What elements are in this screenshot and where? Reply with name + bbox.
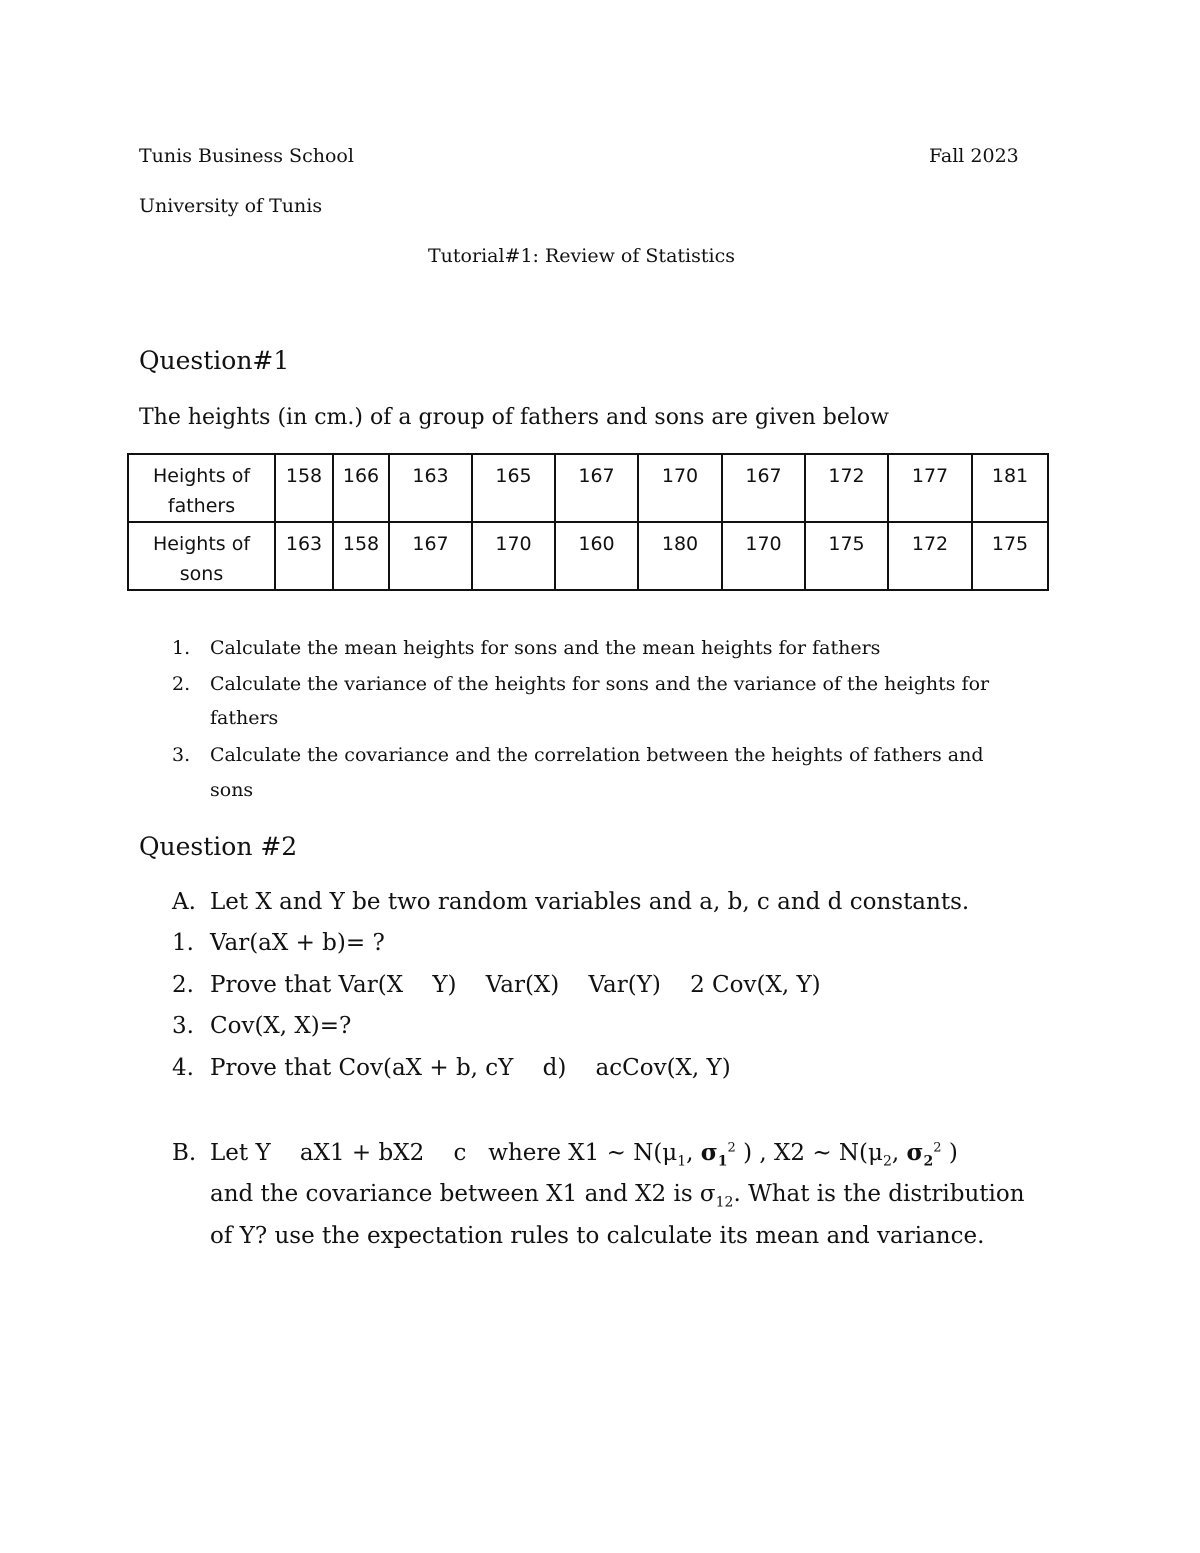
- question-2-heading: Question #2: [139, 832, 298, 861]
- part-b-statement: B. Let Y aX1 + bX2 c where X1 ~ $N(\mu_1$, $\sigma_1^2$ ) , X2 ~ $N(\mu_2$, $\sigma_2^2$ ): [172, 1139, 958, 1170]
- table-cell: 177: [888, 454, 972, 522]
- list-item: 3. Calculate the covariance and the correlation between the heights of fathers and: [172, 744, 984, 766]
- list-item: 4. Prove that Cov(aX + b, cY d) acCov(X, Y): [172, 1055, 731, 1081]
- list-item: 1. Var(aX + b)= ?: [172, 930, 385, 956]
- table-cell: 175: [805, 522, 888, 590]
- list-item-continuation: sons: [210, 779, 254, 801]
- table-cell: 163: [275, 522, 333, 590]
- table-row: [128, 522, 1048, 590]
- table-cell: 181: [972, 454, 1048, 522]
- table-cell: 172: [805, 454, 888, 522]
- row-label-fathers: Heights of fathers: [128, 454, 275, 522]
- list-item: 2. Calculate the variance of the heights for sons and the variance of the heights for: [172, 673, 990, 695]
- table-cell: 166: [333, 454, 389, 522]
- table-cell: 165: [472, 454, 555, 522]
- list-item-continuation: fathers: [210, 707, 279, 729]
- university-name: University of Tunis: [139, 195, 323, 217]
- document-title: Tutorial#1: Review of Statistics: [428, 245, 735, 267]
- table-cell: 158: [333, 522, 389, 590]
- school-name: Tunis Business School: [139, 145, 354, 167]
- question-1-heading: Question#1: [139, 346, 290, 375]
- table-row: [128, 454, 1048, 522]
- term-label: Fall 2023: [929, 145, 1019, 167]
- part-a-statement: A. Let X and Y be two random variables and a, b, c and d constants.: [172, 889, 970, 915]
- table-cell: 167: [389, 522, 472, 590]
- table-cell: 170: [722, 522, 805, 590]
- table-cell: 167: [555, 454, 638, 522]
- table-cell: 170: [638, 454, 722, 522]
- table-cell: 175: [972, 522, 1048, 590]
- heights-table: [127, 453, 1049, 591]
- part-b-line-2: and the covariance between X1 and X2 is $\sigma_{12}$. What is the distribution: [210, 1181, 1025, 1211]
- table-cell: 170: [472, 522, 555, 590]
- table-cell: 180: [638, 522, 722, 590]
- table-cell: 172: [888, 522, 972, 590]
- table-cell: 163: [389, 454, 472, 522]
- part-b-line-3: of Y? use the expectation rules to calculate its mean and variance.: [210, 1223, 985, 1249]
- list-item: 2. Prove that Var(X Y) Var(X) Var(Y) 2 Cov(X, Y): [172, 972, 821, 998]
- list-item: 3. Cov(X, X)=?: [172, 1013, 352, 1039]
- row-label-sons: Heights of sons: [128, 522, 275, 590]
- table-cell: 160: [555, 522, 638, 590]
- table-cell: 167: [722, 454, 805, 522]
- question-1-intro: The heights (in cm.) of a group of fathers and sons are given below: [139, 405, 889, 430]
- table-cell: 158: [275, 454, 333, 522]
- list-item: 1. Calculate the mean heights for sons and the mean heights for fathers: [172, 637, 881, 659]
